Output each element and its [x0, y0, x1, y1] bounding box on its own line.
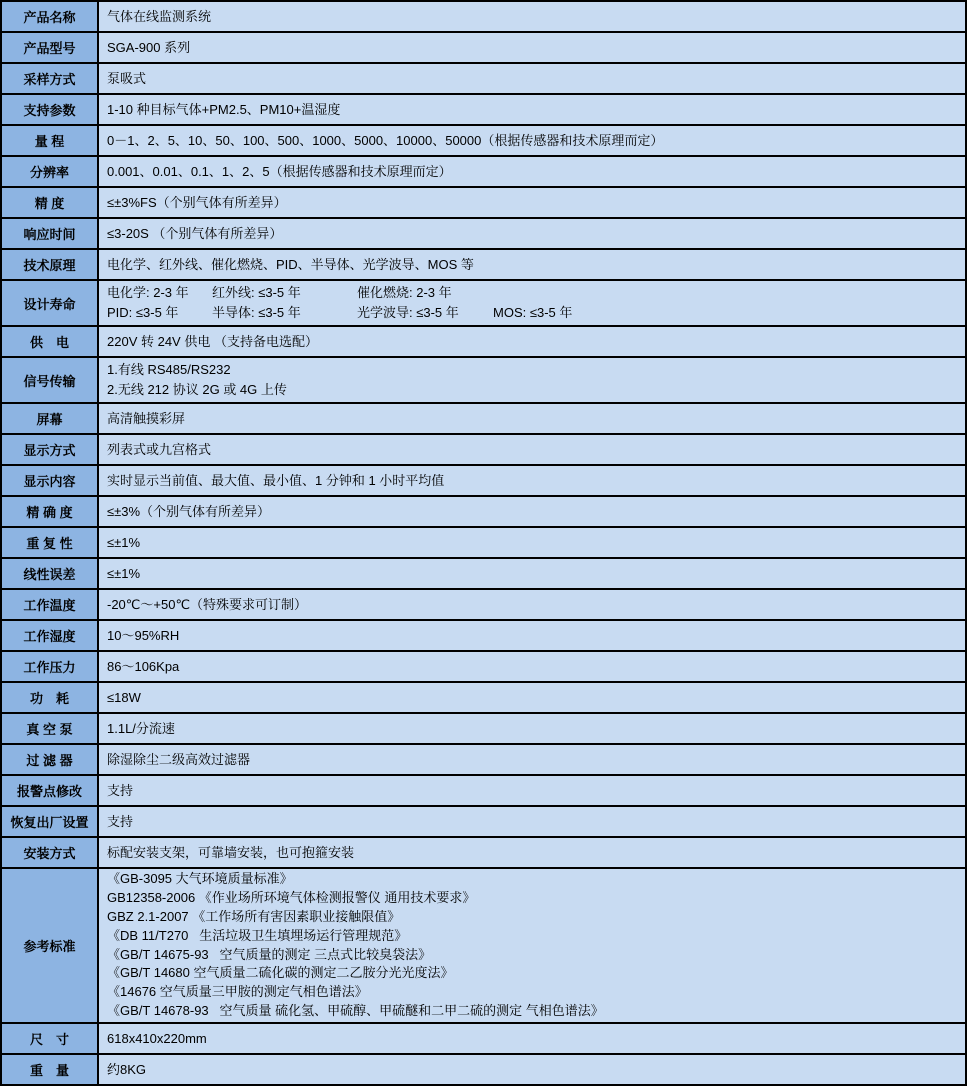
spec-value-line: GB12358-2006 《作业场所环境气体检测报警仪 通用技术要求》	[107, 890, 476, 906]
spec-label: 设计寿命	[2, 281, 99, 325]
spec-value	[99, 776, 965, 805]
table-row	[2, 869, 965, 1024]
spec-label: 工作湿度	[2, 621, 99, 650]
table-row	[2, 126, 965, 157]
spec-value	[99, 745, 965, 774]
spec-label: 技术原理	[2, 250, 99, 279]
table-row	[2, 33, 965, 64]
spec-value-line: 86～106Kpa	[107, 658, 180, 674]
spec-value	[99, 188, 965, 217]
spec-value-line: 《14676 空气质量三甲胺的测定气相色谱法》	[107, 984, 368, 1000]
spec-value-line: 约8KG	[107, 1061, 147, 1077]
spec-value-line	[107, 283, 957, 303]
spec-value	[99, 219, 965, 248]
spec-value	[99, 807, 965, 836]
spec-value-line: 2.无线 212 协议 2G 或 4G 上传	[107, 382, 287, 397]
spec-value	[99, 64, 965, 93]
spec-value-line: 实时显示当前值、最大值、最小值、1 分钟和 1 小时平均值	[107, 472, 445, 488]
spec-value-line: 泵吸式	[107, 70, 147, 86]
spec-value-segment: 红外线: ≤3-5 年	[212, 285, 301, 300]
spec-value-line: ≤3-20S （个别气体有所差异）	[107, 225, 283, 241]
table-row	[2, 621, 965, 652]
spec-value	[99, 497, 965, 526]
table-row	[2, 714, 965, 745]
table-row	[2, 435, 965, 466]
table-row	[2, 281, 965, 327]
spec-value	[99, 435, 965, 464]
spec-label: 恢复出厂设置	[2, 807, 99, 836]
spec-value-line: 《GB/T 14678-93 空气质量 硫化氢、甲硫醇、甲硫醚和二甲二硫的测定 气相色谱法》	[107, 1002, 604, 1018]
spec-value-line: 1.1L/分流速	[107, 720, 175, 736]
table-row	[2, 590, 965, 621]
spec-value-line: ≤±3%（个别气体有所差异）	[107, 503, 271, 519]
table-row	[2, 188, 965, 219]
table-row	[2, 838, 965, 869]
spec-value-line: -20℃～+50℃（特殊要求可订制）	[107, 596, 308, 612]
spec-value-segment: 光学波导: ≤3-5 年	[357, 305, 459, 320]
table-row	[2, 1024, 965, 1055]
spec-label: 支持参数	[2, 95, 99, 124]
table-row	[2, 95, 965, 126]
table-row	[2, 250, 965, 281]
spec-label: 功 耗	[2, 683, 99, 712]
spec-value	[99, 95, 965, 124]
spec-value-line: 支持	[107, 813, 134, 829]
spec-label: 参考标准	[2, 869, 99, 1022]
spec-label: 重 量	[2, 1055, 99, 1084]
spec-value-segment: 电化学: 2-3 年	[107, 285, 189, 300]
spec-value-segment: MOS: ≤3-5 年	[493, 305, 573, 320]
table-row	[2, 327, 965, 358]
spec-value	[99, 869, 965, 1022]
spec-value	[99, 33, 965, 62]
spec-label: 供 电	[2, 327, 99, 356]
spec-value-line: 1.有线 RS485/RS232	[107, 362, 231, 377]
spec-value	[99, 683, 965, 712]
spec-value-line: 10～95%RH	[107, 627, 180, 643]
spec-value-line: 《GB-3095 大气环境质量标准》	[107, 871, 293, 887]
spec-value-line: ≤18W	[107, 689, 141, 705]
spec-label: 显示方式	[2, 435, 99, 464]
spec-value-line: 支持	[107, 782, 134, 798]
spec-label: 过 滤 器	[2, 745, 99, 774]
spec-label: 报警点修改	[2, 776, 99, 805]
table-row	[2, 404, 965, 435]
spec-value-line: 220V 转 24V 供电 （支持备电选配）	[107, 333, 318, 349]
table-row	[2, 157, 965, 188]
spec-value	[99, 714, 965, 743]
spec-label: 产品名称	[2, 2, 99, 31]
spec-value-line: ≤±3%FS（个别气体有所差异）	[107, 194, 287, 210]
spec-value	[99, 281, 965, 325]
spec-value	[99, 404, 965, 433]
table-row	[2, 683, 965, 714]
spec-value-segment: 半导体: ≤3-5 年	[212, 305, 301, 320]
table-row	[2, 64, 965, 95]
spec-label: 信号传输	[2, 358, 99, 402]
spec-value-line: ≤±1%	[107, 565, 141, 581]
spec-value-line: 1-10 种目标气体+PM2.5、PM10+温湿度	[107, 101, 341, 117]
table-row	[2, 776, 965, 807]
spec-label: 屏幕	[2, 404, 99, 433]
spec-value-line: 电化学、红外线、催化燃烧、PID、半导体、光学波导、MOS 等	[107, 256, 474, 272]
table-row	[2, 358, 965, 404]
spec-value-line	[107, 303, 957, 323]
spec-value-line: SGA-900 系列	[107, 39, 191, 55]
spec-value	[99, 466, 965, 495]
spec-value-line: 高清触摸彩屏	[107, 410, 186, 426]
spec-value-segment: 催化燃烧: 2-3 年	[357, 285, 452, 300]
spec-value-line: 气体在线监测系统	[107, 8, 212, 24]
spec-value	[99, 126, 965, 155]
spec-label: 显示内容	[2, 466, 99, 495]
spec-label: 精 确 度	[2, 497, 99, 526]
spec-label: 重 复 性	[2, 528, 99, 557]
table-row	[2, 528, 965, 559]
spec-value	[99, 838, 965, 867]
spec-value-line: GBZ 2.1-2007 《工作场所有害因素职业接触限值》	[107, 908, 401, 924]
spec-label: 尺 寸	[2, 1024, 99, 1053]
table-row	[2, 807, 965, 838]
spec-label: 线性误差	[2, 559, 99, 588]
table-row	[2, 559, 965, 590]
table-row	[2, 1055, 965, 1086]
spec-value-line: 《DB 11/T270 生活垃圾卫生填埋场运行管理规范》	[107, 927, 408, 943]
table-row	[2, 2, 965, 33]
spec-label: 工作压力	[2, 652, 99, 681]
spec-label: 真 空 泵	[2, 714, 99, 743]
spec-value-line: 标配安装支架，可靠墙安装，也可抱箍安装	[107, 844, 355, 860]
spec-value-line: 除湿除尘二级高效过滤器	[107, 751, 251, 767]
spec-label: 分辨率	[2, 157, 99, 186]
spec-value-line: 0.001、0.01、0.1、1、2、5（根据传感器和技术原理而定）	[107, 163, 452, 179]
table-row	[2, 652, 965, 683]
spec-value	[99, 327, 965, 356]
spec-label: 工作温度	[2, 590, 99, 619]
spec-value	[99, 652, 965, 681]
table-row	[2, 466, 965, 497]
table-row	[2, 219, 965, 250]
spec-value	[99, 1055, 965, 1084]
spec-value	[99, 157, 965, 186]
spec-label: 采样方式	[2, 64, 99, 93]
spec-value	[99, 590, 965, 619]
spec-value	[99, 1024, 965, 1053]
spec-value-line: ≤±1%	[107, 534, 141, 550]
spec-label: 精 度	[2, 188, 99, 217]
spec-value-line: 《GB/T 14675-93 空气质量的测定 三点式比较臭袋法》	[107, 946, 432, 962]
spec-value	[99, 2, 965, 31]
spec-value-line: 0－1、2、5、10、50、100、500、1000、5000、10000、50000（根据传感器和技术原理而定）	[107, 132, 664, 148]
spec-value	[99, 358, 965, 402]
table-row	[2, 497, 965, 528]
spec-value-line: 列表式或九宫格式	[107, 441, 212, 457]
spec-label: 安装方式	[2, 838, 99, 867]
spec-label: 产品型号	[2, 33, 99, 62]
table-row	[2, 745, 965, 776]
spec-label: 量 程	[2, 126, 99, 155]
spec-label: 响应时间	[2, 219, 99, 248]
spec-value	[99, 559, 965, 588]
spec-value-line: 《GB/T 14680 空气质量二硫化碳的测定二乙胺分光光度法》	[107, 965, 454, 981]
spec-value-segment: PID: ≤3-5 年	[107, 305, 179, 320]
spec-value-line: 618x410x220mm	[107, 1030, 207, 1046]
spec-value	[99, 250, 965, 279]
spec-value	[99, 528, 965, 557]
spec-value	[99, 621, 965, 650]
